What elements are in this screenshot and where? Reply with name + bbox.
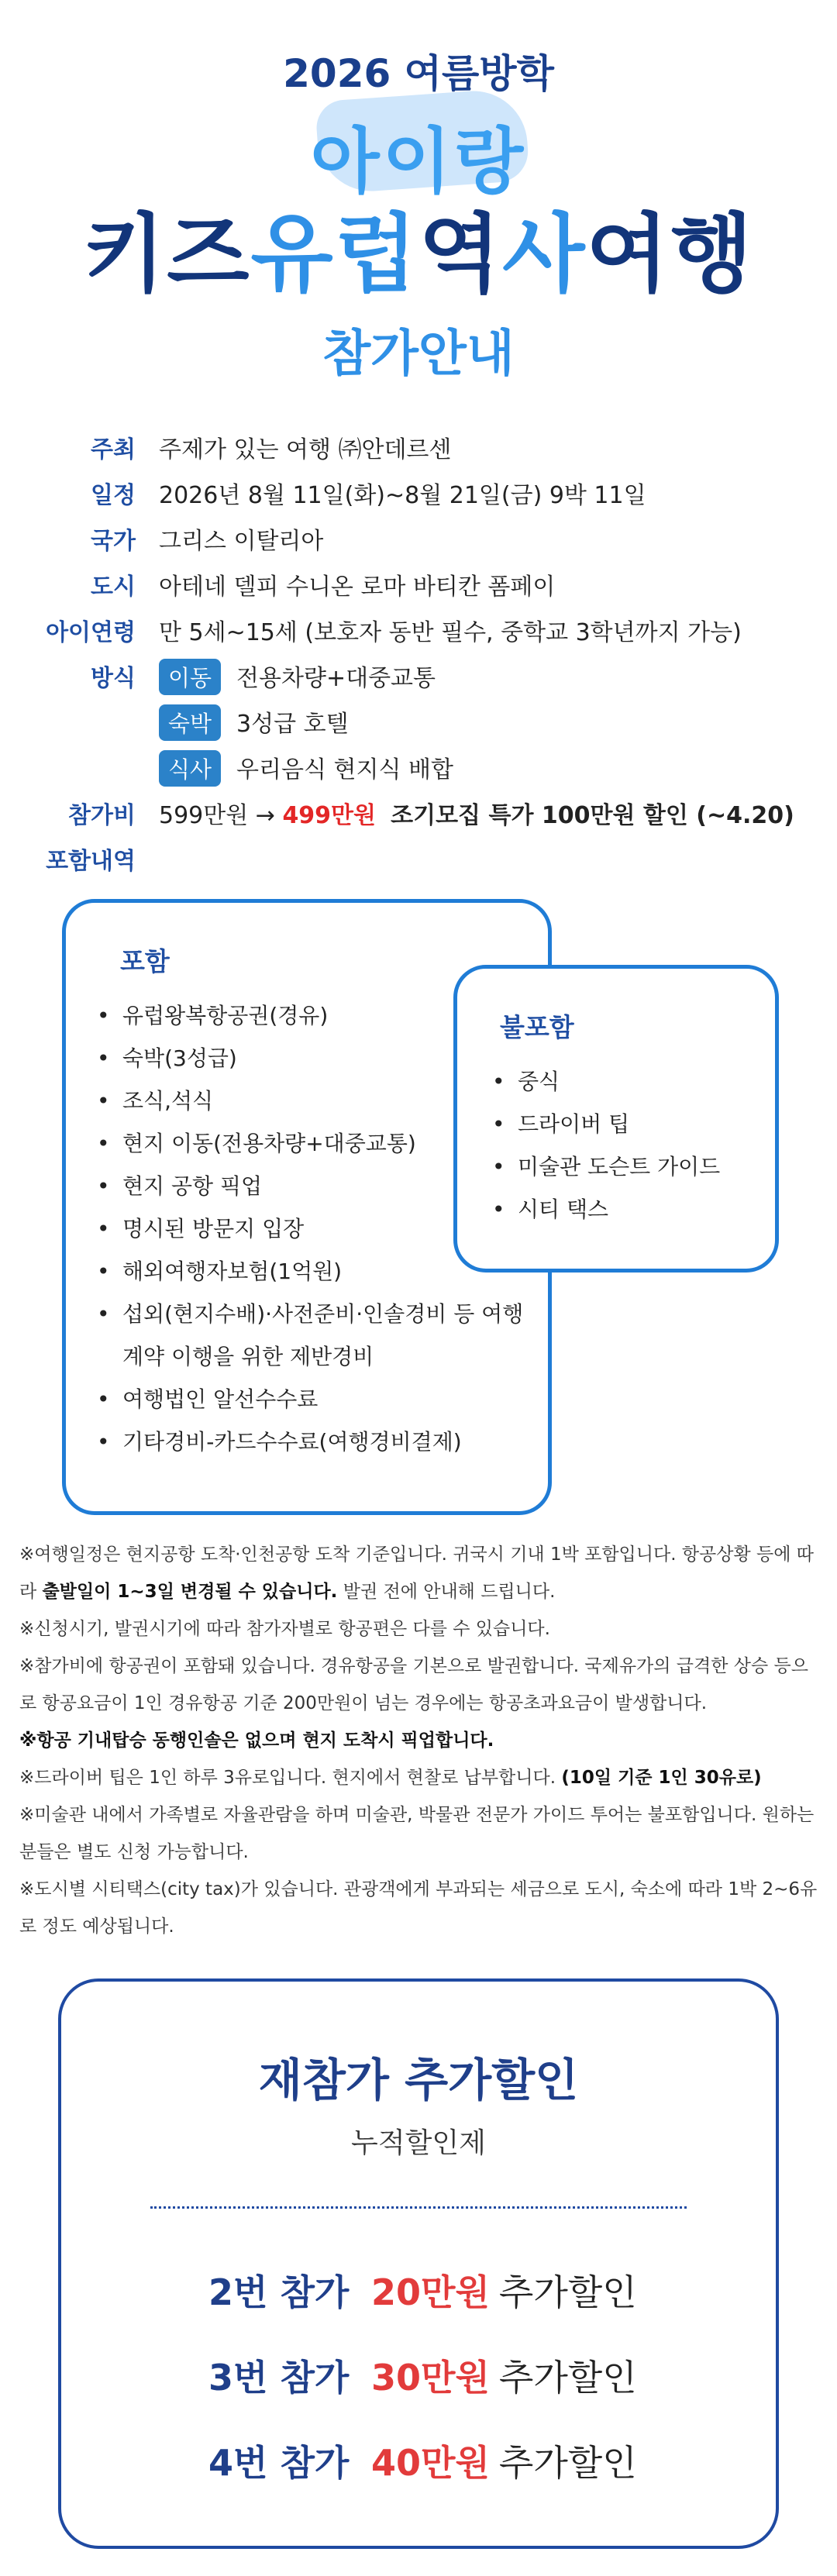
city-label: 도시 (91, 573, 136, 601)
discount-suffix: 추가할인 (498, 2271, 637, 2313)
city-value: 아테네 델피 수니온 로마 바티칸 폼페이 (159, 573, 556, 601)
discount-count: 3번 참가 (208, 2357, 350, 2399)
note-museum: ※미술관 내에서 가족별로 자율관람을 하며 미술관, 박물관 전문가 가이드 투어는 불포함입니다. 원하는 분들은 별도 신청 가능합니다. (19, 1805, 815, 1862)
discount-count: 2번 참가 (208, 2271, 350, 2313)
included-item: • 숙박(3성급) (97, 1037, 539, 1080)
discount-suffix: 추가할인 (498, 2357, 637, 2399)
included-item: • 현지 이동(전용차량+대중교통) (97, 1122, 539, 1165)
excluded-item: • 드라이버 팁 (492, 1103, 763, 1145)
note-airfare: ※참가비에 항공권이 포함돼 있습니다. 경유항공을 기본으로 발권합니다. 국제유가의 급격한 상승 등으로 항공요금이 1인 경유항공 기준 200만원이 넘는 경우에는 항공초과요금이 발생합니다. (19, 1656, 808, 1713)
note-departure-tail: 발권 전에 안내해 드립니다. (337, 1582, 556, 1602)
title-line-2 (0, 186, 837, 308)
info-row-schedule (0, 468, 837, 514)
note-pickup-bold: ※항공 기내탑승 동행인솔은 없으며 현지 도착시 픽업합니다. (19, 1731, 494, 1751)
host-label: 주최 (91, 436, 136, 463)
discount-suffix: 추가할인 (498, 2442, 637, 2484)
included-item: • 해외여행자보험(1억원) (97, 1250, 539, 1293)
info-table (0, 422, 837, 880)
title-line-3: 참가안내 (322, 325, 515, 383)
method-meal (159, 750, 453, 787)
dotted-divider (150, 2206, 687, 2209)
age-value: 만 5세~15세 (보호자 동반 필수, 중학교 3학년까지 가능) (159, 619, 742, 646)
included-item: • 유럽왕복항공권(경유) (97, 994, 539, 1037)
title-word-travel: 여행 (586, 205, 755, 304)
discount-amount: 40만원 (371, 2442, 490, 2484)
included-item: • 여행법인 알선수수료 (97, 1378, 539, 1421)
note-pickup (19, 1722, 818, 1759)
discount-row-4 (208, 2435, 637, 2486)
repeat-discount-subtitle: 누적할인제 (351, 2127, 486, 2159)
note-driver-tip (19, 1759, 818, 1796)
info-row-includes (0, 834, 837, 880)
note-driver-tip-text: ※드라이버 팁은 1인 하루 3유로입니다. 현지에서 현찰로 납부합니다. (19, 1768, 562, 1788)
excluded-item: • 시티 택스 (492, 1188, 763, 1231)
title-line-1: 아이랑 (310, 120, 527, 203)
excluded-item: • 중식 (492, 1060, 763, 1103)
included-item: • 현지 공항 픽업 (97, 1165, 539, 1207)
info-row-host (0, 422, 837, 468)
included-item: • 조식,석식 (97, 1080, 539, 1122)
fee-sale: 499만원 (282, 802, 377, 829)
note-departure-text: ※여행일정은 현지공항 도착·인천공항 도착 기준입니다. 귀국시 기내 1박 포함입니다. 항공상황 등에 따라 (19, 1545, 814, 1602)
discount-row-3 (208, 2350, 637, 2401)
notes-section (19, 1536, 818, 1945)
method-text-lodging: 3성급 호텔 (236, 711, 349, 738)
includes-label: 포함내역 (46, 848, 136, 875)
info-row-country (0, 514, 837, 560)
repeat-discount-box (58, 1978, 779, 2549)
method-label: 방식 (91, 665, 136, 692)
note-flights: ※신청시기, 발권시기에 따라 참가자별로 항공편은 다를 수 있습니다. (19, 1619, 550, 1639)
included-title: 포함 (120, 946, 170, 976)
title-word-europe: 유럽 (250, 205, 418, 304)
included-item: • 기타경비-카드수수료(여행경비결제) (97, 1421, 539, 1463)
host-value: 주제가 있는 여행 ㈜안데르센 (159, 436, 452, 463)
fee-promo: 조기모집 특가 100만원 할인 (~4.20) (391, 802, 794, 829)
included-item: • 명시된 방문지 입장 (97, 1207, 539, 1250)
info-row-age (0, 605, 837, 651)
method-tag-meal: 식사 (159, 750, 221, 787)
info-row-method-transport (0, 651, 837, 697)
title-word-kids: 키즈 (82, 205, 251, 304)
info-row-method-lodging (0, 697, 837, 742)
country-label: 국가 (91, 528, 136, 555)
method-tag-lodging: 숙박 (159, 704, 221, 741)
method-text-meal: 우리음식 현지식 배합 (236, 756, 453, 783)
note-city-tax: ※도시별 시티택스(city tax)가 있습니다. 관광객에게 부과되는 세금으로 도시, 숙소에 따라 1박 2~6유로 정도 예상됩니다. (19, 1879, 818, 1937)
info-row-city (0, 560, 837, 605)
method-lodging (159, 704, 349, 741)
method-transport (159, 659, 436, 695)
repeat-discount-title: 재참가 추가할인 (258, 2054, 579, 2106)
title-word-history-1: 역 (418, 205, 503, 304)
fee-value (159, 796, 794, 830)
discount-count: 4번 참가 (208, 2442, 350, 2484)
event-subtitle: 2026 여름방학 (283, 51, 554, 96)
note-departure-bold: 출발일이 1~3일 변경될 수 있습니다. (42, 1582, 338, 1602)
included-item: • 섭외(현지수배)·사전준비·인솔경비 등 여행계약 이행을 위한 제반경비 (97, 1293, 539, 1378)
discount-row-2 (208, 2264, 637, 2316)
excluded-list (492, 1060, 763, 1231)
discount-amount: 30만원 (371, 2357, 490, 2399)
fee-regular: 599만원 → (159, 802, 283, 829)
discount-amount: 20만원 (371, 2271, 490, 2313)
country-value: 그리스 이탈리아 (159, 528, 324, 555)
note-driver-tip-bold: (10일 기준 1인 30유로) (561, 1768, 762, 1788)
age-label: 아이연령 (46, 619, 136, 646)
excluded-title: 불포함 (500, 1012, 574, 1042)
fee-label: 참가비 (68, 802, 136, 829)
info-row-method-meal (0, 742, 837, 788)
excluded-box (453, 965, 779, 1273)
schedule-value: 2026년 8월 11일(화)~8월 21일(금) 9박 11일 (159, 482, 646, 509)
method-tag-transport: 이동 (159, 659, 221, 695)
excluded-item: • 미술관 도슨트 가이드 (492, 1145, 763, 1188)
schedule-label: 일정 (91, 482, 136, 509)
note-departure (19, 1536, 818, 1610)
title-word-history-2: 사 (502, 205, 587, 304)
info-row-fee (0, 788, 837, 834)
method-text-transport: 전용차량+대중교통 (236, 665, 436, 692)
